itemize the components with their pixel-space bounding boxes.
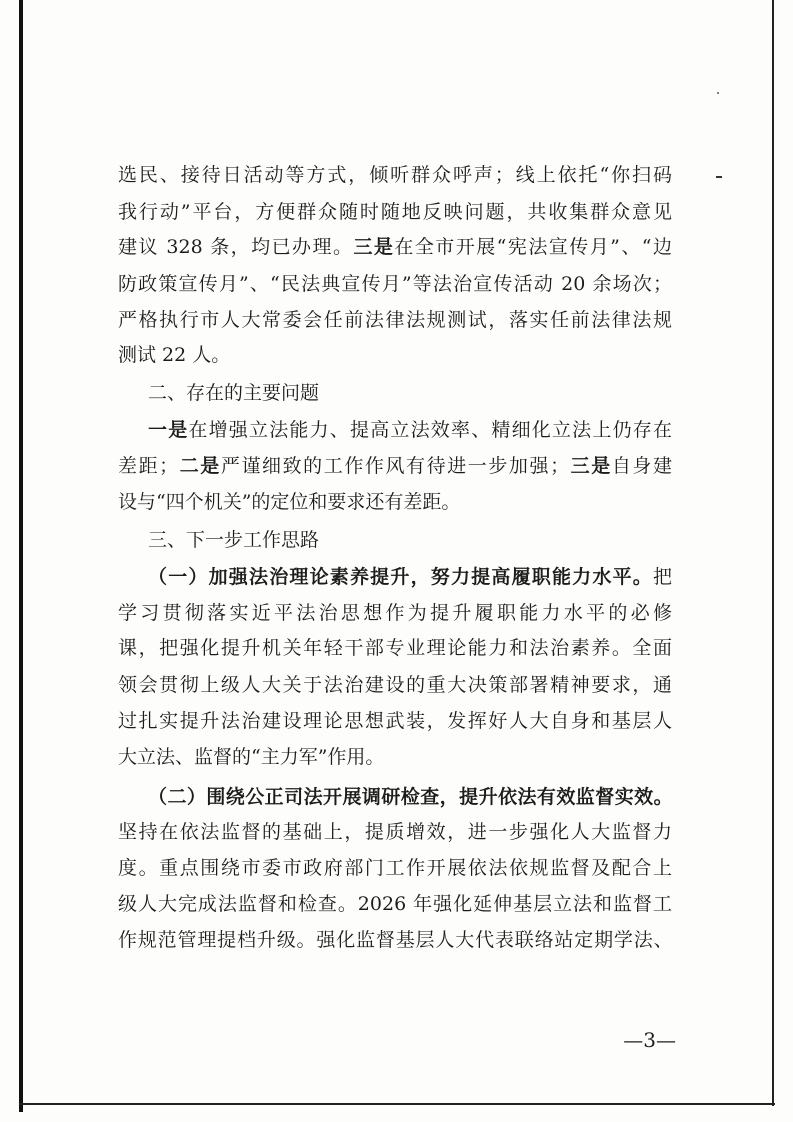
section-heading	[148, 529, 672, 551]
text-line	[118, 309, 672, 331]
text-segment: 在全市开展“宪法宣传月”、“边	[394, 236, 672, 258]
text-segment: 严谨细致的工作作风有待进一步加强；	[220, 455, 570, 477]
text-segment: 过扎实提升法治建设理论思想武装，发挥好人大自身和基层人	[118, 710, 672, 732]
text-line	[148, 566, 672, 588]
scan-border-left	[19, 0, 23, 1112]
text-segment-bold: 一是	[148, 419, 189, 441]
text-segment: 作规范管理提档升级。强化监督基层人大代表联络站定期学法、	[118, 929, 672, 951]
text-line	[118, 236, 672, 258]
text-segment: 严格执行市人大常委会任前法律法规测试，落实任前法律法规	[118, 309, 672, 331]
text-line	[118, 201, 672, 223]
text-line	[148, 419, 672, 441]
text-segment: 设与“四个机关”的定位和要求还有差距。	[118, 491, 461, 513]
heading-text: 二、存在的主要问题	[148, 382, 320, 404]
scan-dot	[717, 92, 719, 94]
text-line	[118, 273, 672, 295]
scan-border-right	[772, 0, 774, 1106]
text-segment-bold: 三是	[353, 236, 395, 258]
text-line	[148, 786, 672, 808]
text-line	[118, 491, 672, 513]
text-line	[118, 857, 672, 879]
text-segment: 课，把强化提升机关年轻干部专业理论能力和法治素养。全面	[118, 637, 672, 659]
text-line	[118, 674, 672, 696]
text-line	[118, 344, 672, 366]
text-segment: 把	[652, 566, 672, 588]
scan-mark	[716, 176, 722, 178]
text-segment-bold: 三是	[569, 455, 612, 477]
heading-text: 三、下一步工作思路	[148, 529, 320, 551]
text-segment: 大立法、监督的“主力军”作用。	[118, 746, 385, 768]
text-line	[118, 710, 672, 732]
text-line	[118, 602, 672, 624]
text-segment: 领会贯彻上级人大关于法治建设的重大决策部署精神要求，通	[118, 674, 672, 696]
text-segment: 学习贯彻落实近平法治思想作为提升履职能力水平的必修	[118, 602, 672, 624]
text-segment: 级人大完成法监督和检查。2026 年强化延伸基层立法和监督工	[118, 893, 672, 915]
text-line	[118, 637, 672, 659]
text-segment: 自身建	[611, 455, 672, 477]
text-line	[118, 455, 672, 477]
subheading-text: （二）围绕公正司法开展调研检查，提升依法有效监督实效。	[148, 786, 672, 808]
text-segment: 选民、接待日活动等方式，倾听群众呼声；线上依托“你扫码	[118, 164, 672, 186]
text-segment: 差距；	[118, 455, 179, 477]
page-number: —3—	[623, 1028, 676, 1052]
text-line	[118, 746, 672, 768]
subheading-text: （一）加强法治理论素养提升，努力提高履职能力水平。	[148, 566, 653, 588]
text-segment: 建议 328 条，均已办理。	[118, 236, 354, 258]
text-line	[118, 164, 672, 186]
text-line	[118, 929, 672, 951]
text-segment: 防政策宣传月”、“民法典宣传月”等法治宣传活动 20 余场次；	[118, 273, 672, 295]
text-segment-bold: 二是	[178, 455, 221, 477]
section-heading	[148, 382, 672, 404]
text-segment: 度。重点围绕市委市政府部门工作开展依法依规监督及配合上	[118, 857, 672, 879]
text-line	[118, 893, 672, 915]
text-segment: 测试 22 人。	[118, 344, 231, 366]
text-segment: 在增强立法能力、提高立法效率、精细化立法上仍存在	[188, 419, 672, 441]
scan-border-bottom	[19, 1103, 775, 1105]
text-segment: 我行动”平台，方便群众随时随地反映问题，共收集群众意见	[118, 201, 672, 223]
text-segment: 坚持在依法监督的基础上，提质增效，进一步强化人大监督力	[118, 821, 672, 843]
text-line	[118, 821, 672, 843]
